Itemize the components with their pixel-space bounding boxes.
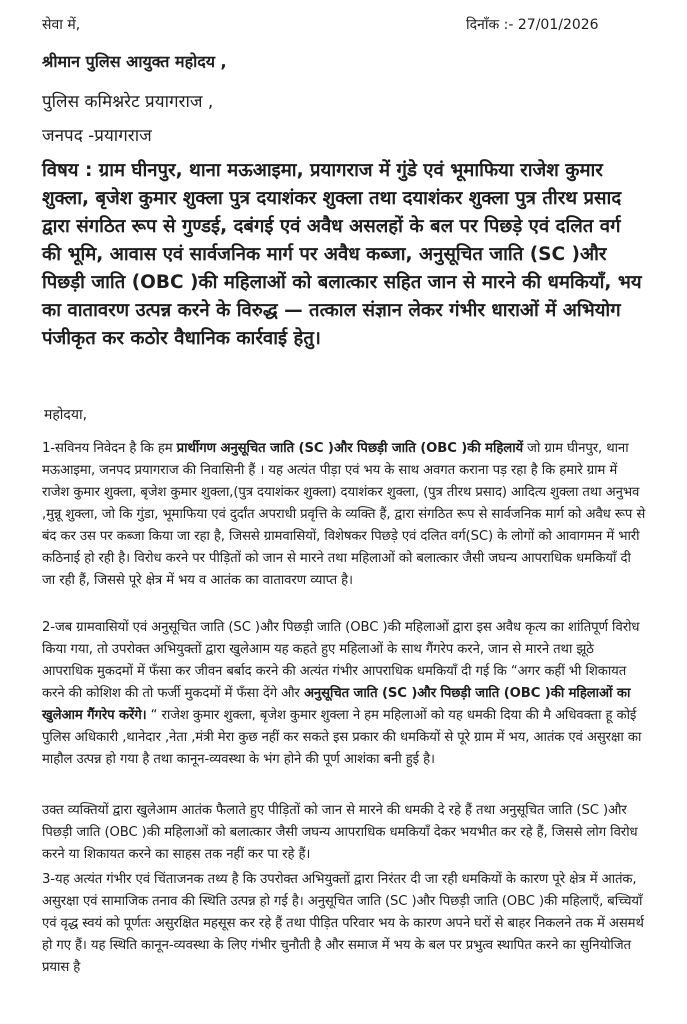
paragraph-2-start: 2-जब ग्रामवासियों एवं अनुसूचित जाति (SC )और पिछड़ी जाति (OBC )की महिलाओं द्वारा इस अवैध कृत्य का शांतिपूर्ण विरोध किया गया, तो उपरोक्त अभियुक्तों द्वारा खुलेआम यह कहते हुए महिलाओं के साथ गैंगरेप करने, जान से मारने तथा झूठे आपराधिक मुकदमों में फँसा कर जीवन बर्बाद करने की अत्यंत गंभीर आपराधिक धमकियाँ दी गई कि “अगर कहीं भी शिकायत करने की कोशिश की तो फर्जी मुकदमों में फँसा देंगे और — [42, 620, 640, 701]
paragraph-2-bold: अनुसूचित जाति (SC )और पिछड़ी जाति (OBC )की महिलाओं का खुलेआम गैंगरेप करेंगे। — [42, 686, 631, 723]
paragraph-3: उक्त व्यक्तियों द्वारा खुलेआम आतंक फैलाते हुए पीड़ितों को जान से मारने की धमकी दे रहे हैं तथा अनुसूचित जाति (SC )और पिछड़ी जाति (OBC )की महिलाओं को बलात्कार जैसी जघन्य आपराधिक धमकियाँ देकर भयभीत कर रहे हैं, जिससे लोग विरोध करने या शिकायत करने का साहस तक नहीं कर पा रहे हैं। — [42, 803, 638, 862]
paragraph-2-rest: “ राजेश कुमार शुक्ला, बृजेश कुमार शुक्ला ने हम महिलाओं को यह धमकी दिया की मै अधिवक्ता हू कोई पुलिस अधिकारी ,थानेदार ,नेता ,मंत्री मेरा कुछ नहीं कर सकते इस प्रकार की धमकियों से पूरे ग्राम में भय, आतंक एवं असुरक्षा का माहौल उत्पन्न हो गया है तथा कानून-व्यवस्था के भंग होने की पूर्ण आशंका बनी हुई है। — [42, 708, 642, 767]
paragraph-4: 3-यह अत्यंत गंभीर एवं चिंताजनक तथ्य है कि उपरोक्त अभियुक्तों द्वारा निरंतर दी जा रही धमकियों के कारण पूरे क्षेत्र में आतंक, असुरक्षा एवं सामाजिक तनाव की स्थिति उत्पन्न हो गई है। अनुसूचित जाति (SC )और पिछड़ी जाति (OBC )की महिलाएँ, बच्चियाँ एवं वृद्ध स्वयं को पूर्णतः असुरक्षित महसूस कर रहे हैं तथा पीड़ित परिवार भय के कारण अपने घरों से बाहर निकलने तक में असमर्थ हो गए हैं। यह स्थिति कानून-व्यवस्था के लिए गंभीर चुनौती है और समाज में भय के बल पर प्रभुत्व स्थापित करने का सुनियोजित प्रयास है — [42, 872, 644, 975]
paragraph-2 — [42, 617, 646, 771]
letter-date: दिनाँक :- 27/01/2026 — [466, 17, 599, 33]
salutation: सेवा में, — [42, 17, 81, 33]
paragraph-1 — [42, 438, 646, 592]
paragraph-1-rest: जो ग्राम घीनपुर, थाना मऊआइमा, जनपद प्रयागराज की निवासिनी हैं । यह अत्यंत पीड़ा एवं भय के साथ अवगत कराना पड़ रहा है कि हमारे ग्राम में राजेश कुमार शुक्ला, बृजेश कुमार शुक्ला,(पुत्र दयाशंकर शुक्ला) दयाशंकर शुक्ला, (पुत्र तीरथ प्रसाद) आदित्य शुक्ला तथा अनुभव ,मुन्नू शुक्ला, जो कि गुंडा, भूमाफिया एवं दुर्दांत अपराधी प्रवृत्ति के व्यक्ति हैं, द्वारा संगठित रूप से सार्वजनिक मार्ग को अवैध रूप से बंद कर उस पर कब्जा किया जा रहा है, जिससे ग्रामवासियों, विशेषकर पिछड़े एवं दलित वर्ग(SC) के लोगों को आवागमन में भारी कठिनाई हो रही है। विरोध करने पर पीड़ितों को जान से मारने तथा महिलाओं को बलात्कार जैसी जघन्य आपराधिक धमकियाँ दी जा रही हैं, जिससे पूरे क्षेत्र में भय व आतंक का वातावरण व्याप्त है। — [42, 441, 646, 588]
subject-line: विषय : ग्राम घीनपुर, थाना मऊआइमा, प्रयागराज में गुंडे एवं भूमाफिया राजेश कुमार शुक्ला, बृजेश कुमार शुक्ला पुत्र दयाशंकर शुक्ला तथा दयाशंकर शुक्ला पुत्र तीरथ प्रसाद द्वारा संगठित रूप से गुण्डई, दबंगई एवं अवैध असलहों के बल पर पिछड़े एवं दलित वर्ग की भूमि, आवास एवं सार्वजनिक मार्ग पर अवैध कब्जा, अनुसूचित जाति (SC )और पिछड़ी जाति (OBC )की महिलाओं को बलात्कार सहित जान से मारने की धमकियाँ, भय का वातावरण उत्पन्न करने के विरुद्ध — तत्काल संज्ञान लेकर गंभीर धाराओं में अभियोग पंजीकृत कर कठोर वैधानिक कार्रवाई हेतु। — [42, 160, 642, 349]
recipient-district: जनपद -प्रयागराज — [42, 126, 152, 146]
paragraph-1-bold: प्रार्थीगण अनुसूचित जाति (SC )और पिछड़ी जाति (OBC )की महिलायें — [176, 441, 524, 456]
recipient-name: श्रीमान पुलिस आयुक्त महोदय , — [42, 52, 227, 71]
greeting: महोदया, — [44, 407, 88, 423]
recipient-office: पुलिस कमिश्नरेट प्रयागराज , — [42, 92, 214, 112]
paragraph-1-start: 1-सविनय निवेदन है कि हम — [42, 441, 177, 456]
